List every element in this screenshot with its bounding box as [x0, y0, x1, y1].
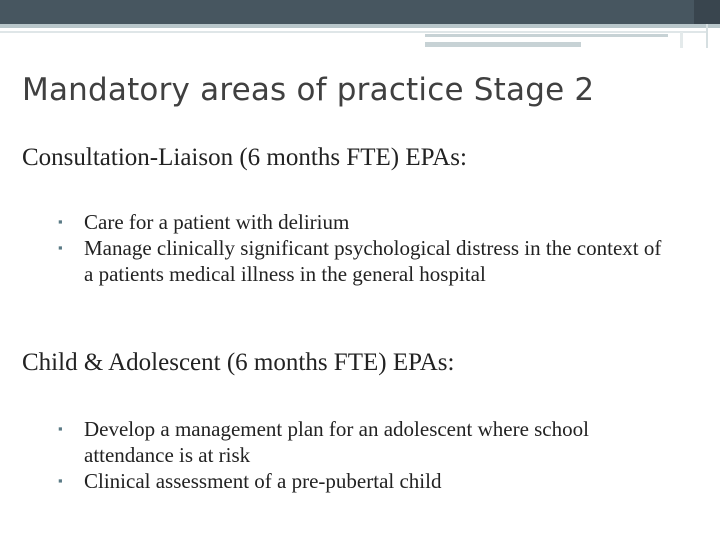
- bullet-icon: ▪: [58, 473, 63, 488]
- header-accent-line: [680, 32, 683, 48]
- slide-title: Mandatory areas of practice Stage 2: [22, 72, 595, 108]
- bullet-icon: ▪: [58, 421, 63, 436]
- section-heading-consultation-liaison: Consultation-Liaison (6 months FTE) EPAs:: [22, 144, 467, 171]
- list-item: [58, 235, 670, 287]
- list-item-text: Develop a management plan for an adolescent where school attendance is at risk: [84, 417, 589, 467]
- list-item-text: Care for a patient with delirium: [84, 210, 350, 234]
- list-item: [58, 468, 670, 494]
- bullet-icon: ▪: [58, 214, 63, 229]
- bullet-icon: ▪: [58, 240, 63, 255]
- list-item-text: Clinical assessment of a pre-pubertal child: [84, 469, 442, 493]
- list-item-text: Manage clinically significant psychological distress in the context of a patients medical illness in the general hospital: [84, 236, 662, 286]
- list-item: [58, 416, 670, 468]
- header-bar-corner: [694, 0, 720, 24]
- bullet-list-consultation-liaison: [58, 209, 670, 287]
- list-item: [58, 209, 670, 235]
- header-accent-line: [0, 31, 706, 33]
- header-bar: [0, 0, 720, 24]
- bullet-list-child-adolescent: [58, 416, 670, 494]
- header-accent-line: [706, 24, 708, 48]
- header-accent-line: [425, 34, 668, 37]
- section-heading-child-adolescent: Child & Adolescent (6 months FTE) EPAs:: [22, 349, 455, 376]
- header-accent-line: [0, 24, 720, 28]
- header-accent-line: [425, 42, 581, 47]
